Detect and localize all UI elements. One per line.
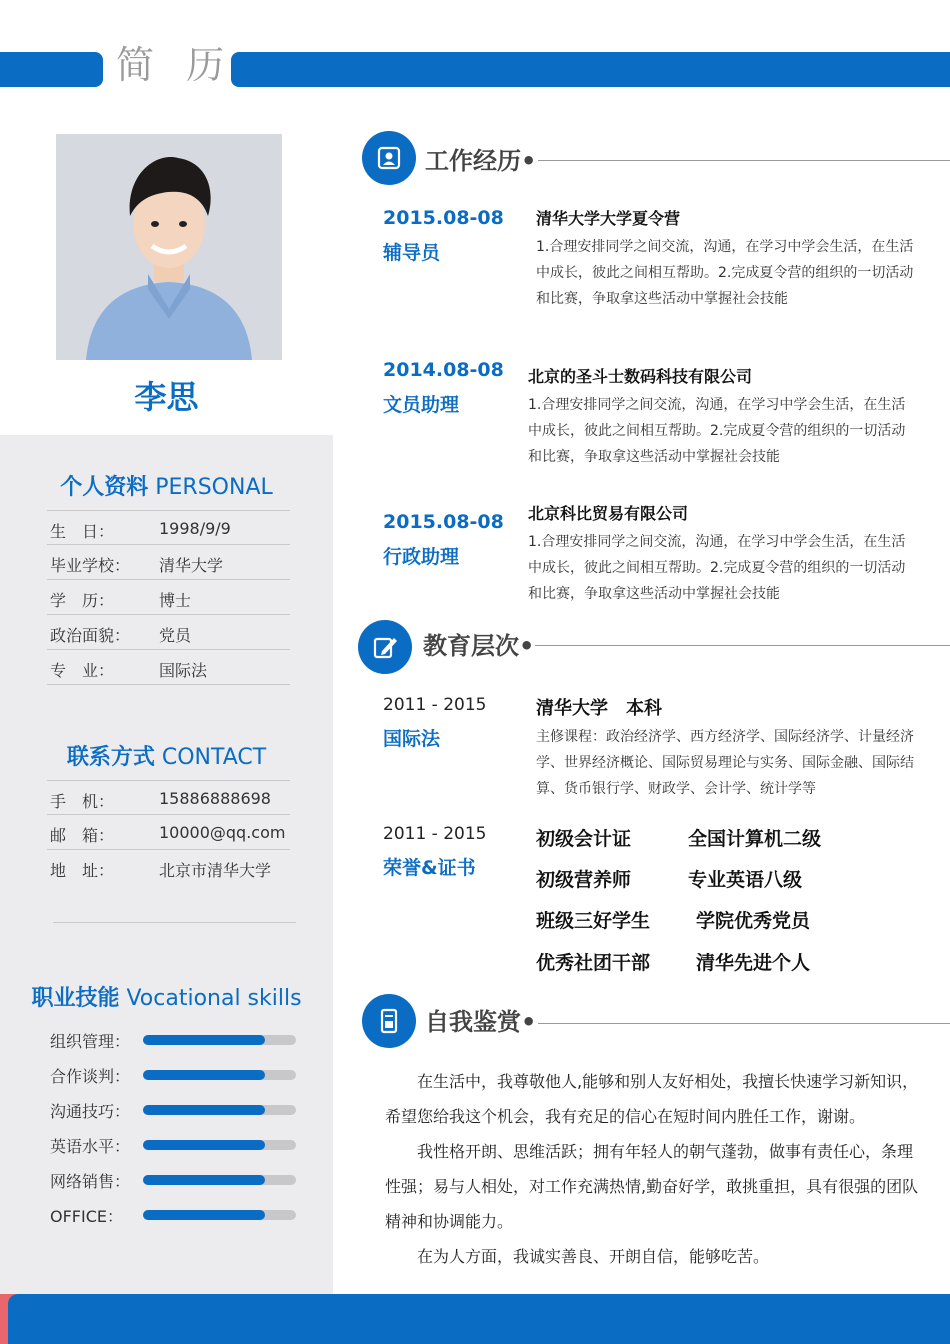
skill-bar-fill [143,1070,265,1080]
footer-bar [8,1294,950,1344]
honor-date: 2011 - 2015 [383,824,487,844]
contact-value[interactable]: 15886888698 [159,789,271,808]
header-bar-left [0,52,103,87]
education-icon [358,620,412,674]
skill-label: 网络销售： [50,1172,131,1191]
profile-photo [56,134,282,360]
contact-label: 邮 箱： [50,826,115,845]
skill-row [50,1097,300,1121]
skill-label: 沟通技巧： [50,1102,131,1121]
self-paragraph: 在为人方面，我诚实善良、开朗自信，能够吃苦。 [417,1247,770,1266]
header-bar-right [231,52,950,87]
job-role: 文员助理 [383,394,460,416]
education-section-line [535,645,950,646]
honor-item: 初级会计证 [536,828,632,850]
skill-label: 英语水平： [50,1137,131,1156]
contact-value[interactable]: 10000@qq.com [159,823,286,842]
skills-section-title [0,981,333,1012]
personal-title-en: PERSONAL [155,475,273,500]
skill-bar-fill [143,1035,265,1045]
skill-row [50,1027,300,1051]
honor-label: 荣誉&证书 [383,857,476,879]
honor-item: 全国计算机二级 [688,828,822,850]
contact-row-email [47,815,290,850]
contact-row-phone [47,780,290,815]
job-role: 行政助理 [383,546,460,568]
honor-item: 优秀社团干部 [536,952,651,974]
honor-item: 清华先进个人 [696,952,811,974]
info-value: 国际法 [159,661,208,680]
self-assessment-icon [362,994,416,1048]
skill-bar-fill [143,1140,265,1150]
skill-bar-track [143,1035,296,1045]
contact-label: 手 机： [50,792,115,811]
education-date: 2011 - 2015 [383,695,487,715]
honor-item: 学院优秀党员 [696,910,811,932]
info-label: 专 业： [50,661,115,680]
info-value: 党员 [159,626,192,645]
info-row-major [47,650,290,685]
skill-bar-track [143,1105,296,1115]
info-value: 清华大学 [159,556,224,575]
skill-row [50,1132,300,1156]
resume-title: 简 历 [116,43,235,87]
info-row-degree [47,580,290,615]
contact-value: 北京市清华大学 [159,861,272,880]
job-company: 清华大学大学夏令营 [536,209,681,228]
job-description: 1.合理安排同学之间交流，沟通，在学习中学会生活，在生活中成长，彼此之间相互帮助。2.完成夏令营的组织的一切活动和比赛，争取拿这些活动中掌握社会技能 [536,239,914,307]
contact-label: 地 址： [50,861,115,880]
work-section-title: 工作经历• [425,147,537,175]
skill-bar-track [143,1070,296,1080]
skill-bar-track [143,1210,296,1220]
job-description: 1.合理安排同学之间交流，沟通，在学习中学会生活，在生活中成长，彼此之间相互帮助。2.完成夏令营的组织的一切活动和比赛，争取拿这些活动中掌握社会技能 [528,534,906,602]
self-paragraph: 在生活中，我尊敬他人,能够和别人友好相处，我擅长快速学习新知识，希望您给我这个机会，我有充足的信心在短时间内胜任工作，谢谢。 [385,1072,919,1126]
self-paragraph: 我性格开朗、思维活跃；拥有年轻人的朝气蓬勃，做事有责任心，条理性强；易与人相处，对工作充满热情,勤奋好学，敢挑重担，具有很强的团队精神和协调能力。 [385,1142,919,1231]
honor-item: 初级营养师 [536,869,632,891]
info-value: 博士 [159,591,192,610]
skill-bar-track [143,1175,296,1185]
education-courses: 主修课程：政治经济学、西方经济学、国际经济学、计量经济学、世界经济概论、国际贸易理论与实务、国际金融、国际结算、货币银行学、财政学、会计学、统计学等 [536,729,914,797]
skill-bar-fill [143,1210,265,1220]
skill-row [50,1167,300,1191]
self-assessment-title: 自我鉴赏• [425,1008,537,1036]
work-icon [362,131,416,185]
info-label: 学 历： [50,591,115,610]
info-value: 1998/9/9 [159,519,231,538]
personal-section-title [0,470,333,501]
contact-title-cn: 联系方式 [66,745,155,770]
contact-row-address [47,850,290,885]
job-date: 2014.08-08 [383,359,504,381]
skill-row [50,1062,300,1086]
job-company: 北京科比贸易有限公司 [528,504,689,523]
education-school: 清华大学 本科 [536,698,662,719]
info-label: 政治面貌： [50,626,131,645]
skill-row [50,1202,300,1226]
contact-title-en: CONTACT [161,745,267,770]
job-date: 2015.08-08 [383,207,504,229]
education-section-title: 教育层次• [423,632,535,660]
job-company: 北京的圣斗士数码科技有限公司 [528,367,753,386]
self-assessment-line [538,1023,950,1024]
info-row-school [47,545,290,580]
skills-title-cn: 职业技能 [31,986,120,1011]
job-date: 2015.08-08 [383,511,504,533]
work-section-line [538,160,950,161]
info-row-politics [47,615,290,650]
skills-title-en: Vocational skills [126,986,302,1011]
contact-divider [53,922,296,923]
job-role: 辅导员 [383,242,441,264]
job-description: 1.合理安排同学之间交流，沟通，在学习中学会生活，在生活中成长，彼此之间相互帮助。2.完成夏令营的组织的一切活动和比赛，争取拿这些活动中掌握社会技能 [528,397,906,465]
skill-label: 组织管理： [50,1032,131,1051]
skill-bar-fill [143,1175,265,1185]
skill-bar-fill [143,1105,265,1115]
honor-item: 班级三好学生 [536,910,651,932]
info-row-birthday [47,510,290,545]
contact-section-title [0,740,333,771]
skill-label: 合作谈判： [50,1067,131,1086]
skill-bar-track [143,1140,296,1150]
skill-label: OFFICE： [50,1207,124,1226]
education-major: 国际法 [383,728,441,750]
info-label: 生 日： [50,522,115,541]
candidate-name: 李思 [134,378,199,416]
info-label: 毕业学校： [50,556,131,575]
personal-title-cn: 个人资料 [60,475,149,500]
honor-item: 专业英语八级 [688,869,803,891]
